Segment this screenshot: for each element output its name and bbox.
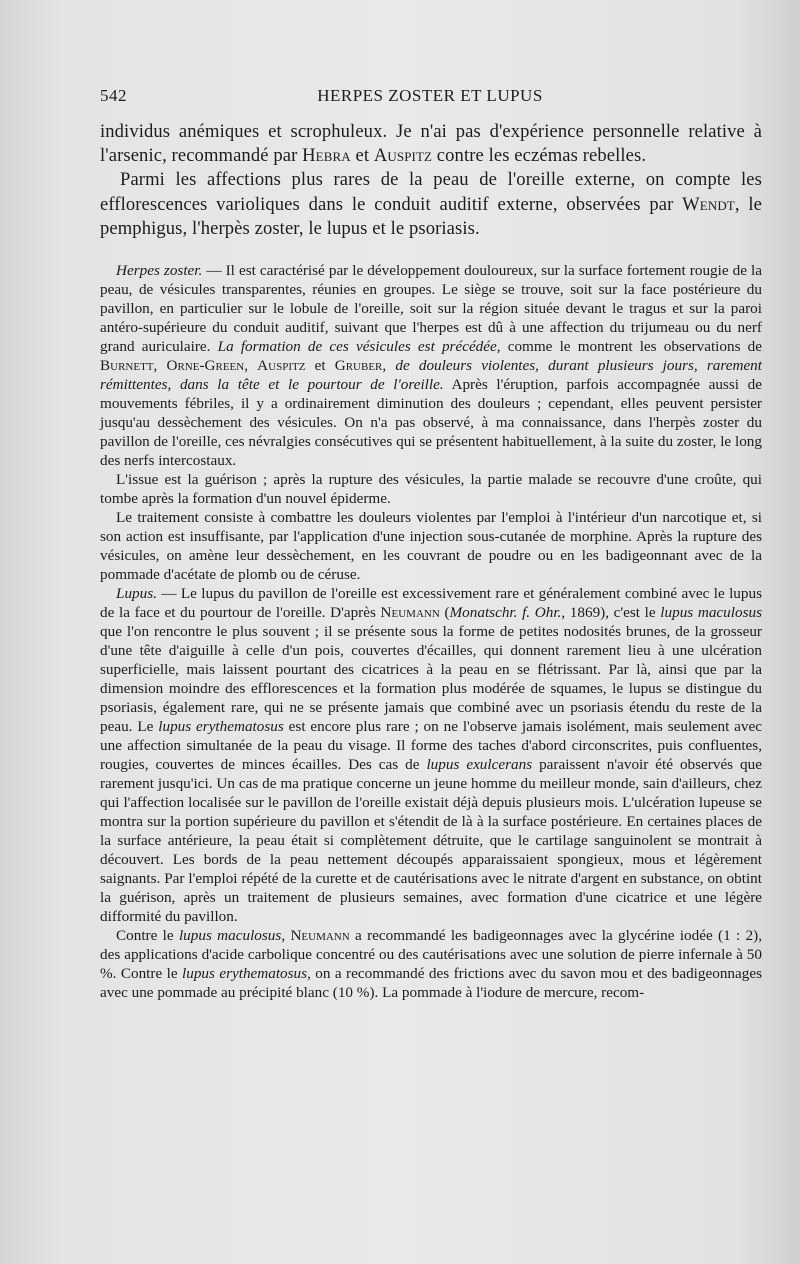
- text: Parmi les affections plus rares de la peau de l'oreille externe, on compte les efflorescences varioliques dans le conduit auditif externe, observées par: [100, 169, 762, 215]
- text: et: [350, 145, 374, 167]
- emphasis: La formation de ces vésicules est précédée,: [217, 338, 501, 356]
- text: Après l'éruption, parfois accompagnée aussi de mouvements fébriles, il y a ordinairement diminution des douleurs ; cependant, elles peuvent persister jusqu'au dessèchement des vésicules. On n'a pas observé, à ma connaissance, dans l'herpès zoster du pavillon de l'oreille, ces névralgies consécutives qui se présentent habituellement, à la suite du zoster, le long des nerfs intercostaux.: [100, 376, 762, 470]
- page-body: [100, 120, 762, 1002]
- text: paraissent n'avoir été observés que rarement jusqu'ici. Un cas de ma pratique concerne un jeune homme du meilleur monde, sain d'ailleurs, chez qui l'affection localisée sur le pavillon de l'oreille existait déjà depuis plusieurs mois. L'ulcération lupeuse se montra sur la portion supérieure du pavillon et s'étendit de là à la surface postérieure. En certaines places de la surface antérieure, la peau était si complètement détruite, que le cartilage sanguinolent se montrait à découvert. Les bords de la peau nettement découpés apparaissaient spongieux, mous et légèrement saignants. Par l'emploi répété de la curette et de cautérisations avec le nitrate d'argent en substance, on obtint la guérison, après un traitement de plusieurs semaines, avec formation d'une cicatrice et une légère difformité du pavillon.: [100, 756, 762, 926]
- emphasis: lupus erythematosus: [158, 718, 284, 736]
- paragraph-lupus: [100, 584, 762, 926]
- text: — Il est caractérisé par le développement douloureux, sur la surface fortement rougie de la peau, de vésicules transparentes, réunies en groupes. Le siège se trouve, soit sur la face postérieure du pavillon, en particulier sur le lobule de l'oreille, soit sur la région située devant le tragus et sur la paroi antéro-supérieure du conduit auditif, suivant que l'herpes est dû à une affection du trijumeau ou du nerf grand auriculaire.: [100, 262, 762, 356]
- paragraph-anemiques: [100, 120, 762, 168]
- author-name: Auspitz: [257, 357, 306, 375]
- text: comme le montrent les observations de: [500, 338, 762, 356]
- paragraph-contre-lupus: [100, 926, 762, 1002]
- text: ,: [382, 357, 396, 375]
- section-lead: Lupus.: [116, 585, 157, 603]
- page-number: 542: [100, 86, 127, 105]
- section-lead: Herpes zoster.: [116, 262, 203, 280]
- text: que l'on rencontre le plus souvent ; il se présente sous la forme de petites nodosités brunes, de la grosseur d'une tête d'aiguille à celle d'un pois, couvertes d'écailles, qui donnent rarement lieu à une ulcération superficielle, mais laissent pourtant des cicatrices à la peau en se flétrissant. Par là, ainsi que par la dimension moindre des efflorescences et la formation plus modérée de squames, le lupus se distingue du psoriasis, également rare, qui ne se présente jamais que combiné avec un psoriasis étendu du reste de la peau. Le: [100, 623, 762, 736]
- author-name: Hebra: [302, 145, 351, 167]
- emphasis: lupus erythematosus: [182, 965, 308, 983]
- text: ,: [281, 927, 291, 945]
- running-head: [100, 86, 760, 112]
- emphasis: lupus maculosus: [660, 604, 762, 622]
- author-name: Orne-Green: [166, 357, 245, 375]
- text: L'issue est la guérison ; après la rupture des vésicules, la partie malade se recouvre d'une croûte, qui tombe après la formation d'un nouvel épiderme.: [100, 471, 762, 508]
- emphasis: de douleurs violentes, durant plusieurs jours, rarement rémittentes, dans la tête et le pourtour de l'oreille.: [100, 357, 762, 394]
- paragraph-herpes-zoster: [100, 261, 762, 470]
- small-text-section: [100, 261, 762, 1002]
- text: , 1869), c'est le: [561, 604, 661, 622]
- emphasis: lupus maculosus: [178, 927, 282, 945]
- author-name: Gruber: [334, 357, 383, 375]
- author-name: Wendt: [682, 193, 735, 215]
- paragraph-issue: [100, 470, 762, 508]
- text: contre les eczémas rebelles.: [432, 145, 647, 167]
- text: a recommandé les badigeonnages avec la glycérine iodée (1 : 2), des applications d'acide carbolique concentré ou des cautérisations avec une solution de pierre infernale à 50 %. Contre le: [100, 927, 763, 983]
- paragraph-affections-rares: [100, 168, 762, 241]
- text: , on a recommandé des frictions avec du savon mou et des badigeonnages avec une pommade au précipité blanc (10 %). La pommade à l'iodure de mercure, recom-: [100, 965, 762, 1002]
- text: Le traitement consiste à combattre les douleurs violentes par l'emploi à l'intérieur d'un narcotique et, si son action est insuffisante, par l'application d'une injection sous-cutanée de morphine. Après la rupture des vésicules, on amène leur dessèchement, en les couvrant de poudre ou en les badigeonnant avec de la pommade d'acétate de plomb ou de céruse.: [100, 509, 762, 584]
- text: individus anémiques et scrophuleux. Je n'ai pas d'expérience personnelle relative à l'arsenic, recommandé par: [100, 121, 762, 167]
- text: est encore plus rare ; on ne l'observe jamais isolément, mais seulement avec une affection simultanée de la peau du visage. Il forme des taches d'abord circonscrites, puis confluentes, rougies, couvertes de minces écailles. Des cas de: [100, 718, 762, 774]
- author-name: Neumann: [290, 927, 350, 945]
- running-title: HERPES ZOSTER ET LUPUS: [317, 86, 543, 105]
- text: ,: [244, 357, 258, 375]
- author-name: Neumann: [380, 604, 440, 622]
- text: Contre le: [116, 927, 179, 945]
- author-name: Auspitz: [373, 145, 433, 167]
- author-name: Burnett: [100, 357, 154, 375]
- paragraph-traitement: [100, 508, 762, 584]
- citation: Monatschr. f. Ohr.: [449, 604, 562, 622]
- text: ,: [153, 357, 167, 375]
- text: — Le lupus du pavillon de l'oreille est excessivement rare et généralement combiné avec le lupus de la face et du pourtour de l'oreille. D'après: [100, 585, 762, 622]
- text: (: [439, 604, 450, 622]
- text: et: [305, 357, 335, 375]
- text: , le pemphigus, l'herpès zoster, le lupus et le psoriasis.: [100, 193, 762, 239]
- large-text-section: [100, 120, 762, 241]
- emphasis: lupus exulcerans: [426, 756, 533, 774]
